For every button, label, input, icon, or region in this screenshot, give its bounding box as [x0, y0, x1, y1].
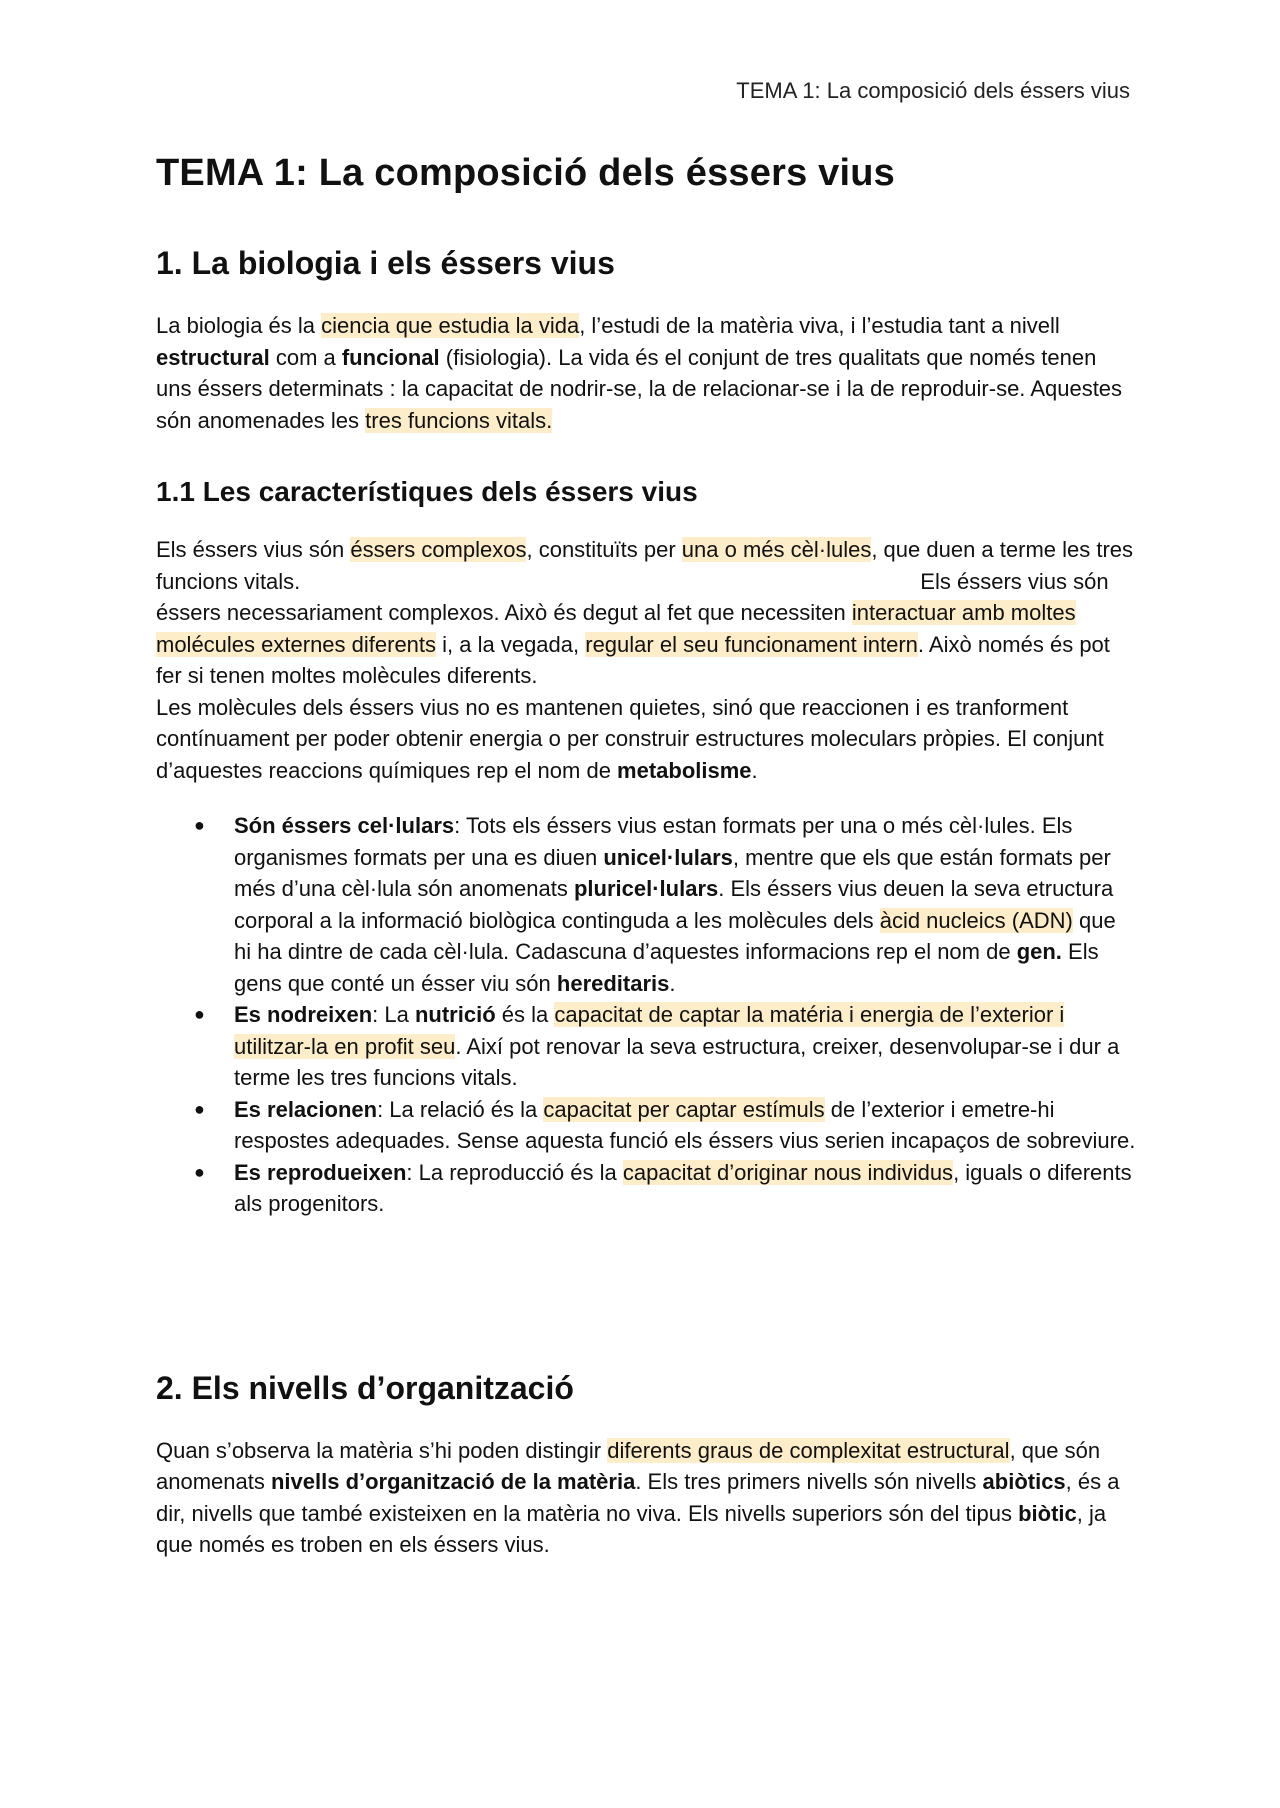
highlight: interactuar amb moltes molécules externes diferents [156, 600, 1076, 657]
bullet-icon: ● [194, 1004, 205, 1024]
section-1-paragraph: La biologia és la ciencia que estudia la vida, l’estudi de la matèria viva, i l’estudia tant a nivell estructural com a funcional (fisiologia). La vida és el conjunt de tres qualitats que només tenen uns éssers determinats : la capacitat de nodrir-se, la de relacionar-se i la de reproduir-se. Aquestes són anomenades les tres funcions vitals. [156, 313, 1123, 433]
list-item: ● Es relacionen: La relació és la capacitat per captar estímuls de l’exterior i emetre-hi respostes adequades. Sense aquesta funció els éssers vius serien incapaços de sobreviure. [156, 1094, 1136, 1157]
section-2-heading: 2. Els nivells d’organització [156, 1369, 574, 1406]
highlight: éssers complexos [350, 537, 527, 562]
highlight: capacitat de captar la matéria i energia de l’exterior i utilitzar-la en profit seu [234, 1002, 1065, 1059]
subsection-1-1-paragraph: Els éssers vius són éssers complexos, constituïts per una o més cèl·lules, que duen a terme les tres funcions vitals. Els éssers vius són éssers necessariament complexos. Això és degut al fet que necessiten interactuar amb moltes molécules externes diferents i, a la vegada, regular el seu funcionament intern. Això només és pot fer si tenen moltes molècules diferents. Les molècules dels éssers vius no es mantenen quietes, sinó que reaccionen i es tranforment contínuament per poder obtenir energia o per construir estructures moleculars pròpies. El conjunt d’aquestes reaccions químiques rep el nom de metabolisme. [156, 537, 1134, 783]
list-item: ● Es reprodueixen: La reproducció és la capacitat d’originar nous individus, iguals o diferents als progenitors. [156, 1157, 1136, 1220]
list-item: ● Són éssers cel·lulars: Tots els éssers vius estan formats per una o més cèl·lules. Els organismes formats per una es diuen unicel·lulars, mentre que els que están formats per més d’una cèl·lula són anomenats pluricel·lulars. Els éssers vius deuen la seva etructura corporal a la informació biològica continguda a les molècules dels àcid nucleics (ADN) que hi ha dintre de cada cèl·lula. Cadascuna d’aquestes informacions rep el nom de gen. Els gens que conté un ésser viu són hereditaris. [156, 810, 1136, 999]
highlight: ciencia que estudia la vida [321, 313, 580, 338]
bullet-icon: ● [194, 1098, 205, 1119]
highlight: capacitat per captar estímuls [543, 1096, 825, 1122]
bullet-icon: ● [194, 1161, 205, 1182]
list-item: ● Es nodreixen: La nutrició és la capacitat de captar la matéria i energia de l’exterior i utilitzar-la en profit seu. Així pot renovar la seva estructura, creixer, desenvolupar-se i dur a terme les tres funcions vitals. [156, 999, 1136, 1094]
bullet-icon: ● [194, 815, 205, 835]
section-1-heading: 1. La biologia i els éssers vius [156, 245, 615, 281]
highlight: capacitat d’originar nous individus [622, 1159, 954, 1185]
document-title: TEMA 1: La composició dels éssers vius [156, 152, 896, 194]
highlight: diferents graus de complexitat estructural [607, 1437, 1010, 1463]
running-header: TEMA 1: La composició dels éssers vius [736, 78, 1130, 103]
highlight: tres funcions vitals. [365, 407, 553, 433]
document-body [156, 152, 1136, 1561]
highlight: regular el seu funcionament intern [585, 631, 918, 657]
highlight: àcid nucleics (ADN) [879, 907, 1073, 933]
characteristics-list [156, 810, 1136, 1220]
highlight: una o més cèl·lules [681, 537, 872, 562]
subsection-1-1-heading: 1.1 Les característiques dels éssers vius [156, 476, 698, 507]
section-2-paragraph: Quan s’observa la matèria s’hi poden distingir diferents graus de complexitat estructural, que són anomenats nivells d’organització de la matèria. Els tres primers nivells són nivells abiòtics, és a dir, nivells que també existeixen en la matèria no viva. Els nivells superiors són del tipus biòtic, ja que només es troben en els éssers vius. [156, 1437, 1120, 1557]
